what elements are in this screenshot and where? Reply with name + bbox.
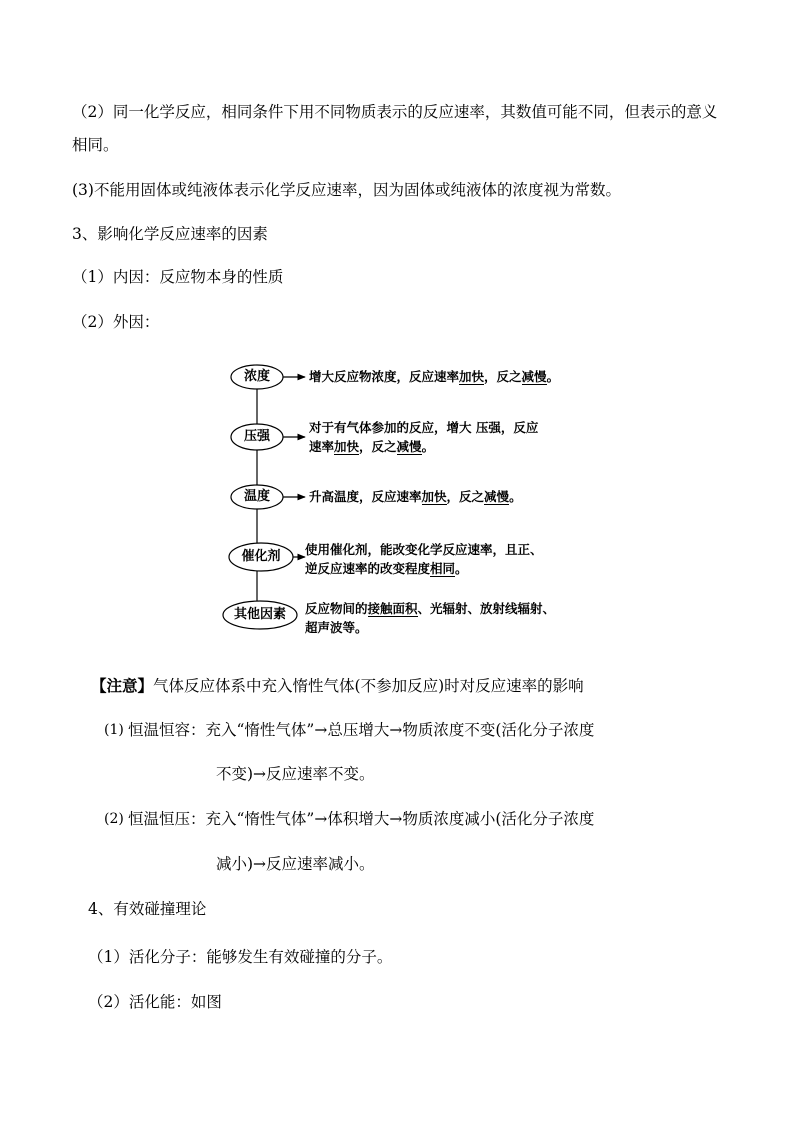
paragraph-3: (3)不能用固体或纯液体表示化学反应速率，因为固体或纯液体的浓度视为常数。 bbox=[72, 181, 621, 199]
node-temperature: 温度 bbox=[243, 489, 270, 504]
item-external-factor: （2）外因： bbox=[72, 313, 160, 331]
pressure-effect-line1: 对于有气体参加的反应，增大 压强，反应 bbox=[309, 420, 539, 435]
note-1-number: (1) bbox=[104, 722, 124, 738]
node-catalyst: 催化剂 bbox=[241, 549, 281, 564]
note-2-number: (2) bbox=[104, 811, 124, 827]
note-tag: 【注意】 bbox=[91, 676, 154, 695]
catalyst-effect-line1: 使用催化剂，能改变化学反应速率，且正、 bbox=[305, 542, 543, 557]
section-4-title: 4、有效碰撞理论 bbox=[88, 900, 207, 918]
note-2-line2: 减小)→反应速率减小。 bbox=[216, 855, 375, 873]
note-heading: 【注意】气体反应体系中充入惰性气体(不参加反应)时对反应速率的影响 bbox=[91, 676, 584, 695]
item-activation-energy: （2）活化能：如图 bbox=[88, 993, 222, 1011]
concentration-effect-text: 增大反应物浓度，反应速率加快，反之减慢。 bbox=[309, 369, 560, 384]
section-3-title: 3、影响化学反应速率的因素 bbox=[72, 225, 268, 243]
paragraph-2: （2）同一化学反应，相同条件下用不同物质表示的反应速率，其数值可能不同，但表示的意义相同。 bbox=[72, 103, 718, 154]
node-concentration: 浓度 bbox=[243, 369, 270, 384]
temperature-effect-text: 升高温度，反应速率加快，反之减慢。 bbox=[309, 489, 522, 504]
pressure-effect-line2: 速率加快，反之减慢。 bbox=[309, 439, 435, 454]
other-effect-line2: 超声波等。 bbox=[305, 620, 368, 635]
node-pressure: 压强 bbox=[243, 429, 270, 444]
item-internal-factor: （1）内因：反应物本身的性质 bbox=[72, 268, 284, 286]
catalyst-effect-line2: 逆反应速率的改变程度相同。 bbox=[305, 561, 468, 576]
other-effect-line1: 反应物间的接触面积、光辐射、放射线辐射、 bbox=[305, 601, 556, 616]
note-2-line1: 恒温恒压：充入“惰性气体”→体积增大→物质浓度减小(活化分子浓度 bbox=[128, 810, 595, 828]
item-active-molecule: （1）活化分子：能够发生有效碰撞的分子。 bbox=[88, 948, 393, 966]
node-other: 其他因素 bbox=[233, 607, 286, 622]
note-1-line1: 恒温恒容：充入“惰性气体”→总压增大→物质浓度不变(活化分子浓度 bbox=[128, 721, 595, 739]
note-1-line2: 不变)→反应速率不变。 bbox=[216, 765, 375, 783]
